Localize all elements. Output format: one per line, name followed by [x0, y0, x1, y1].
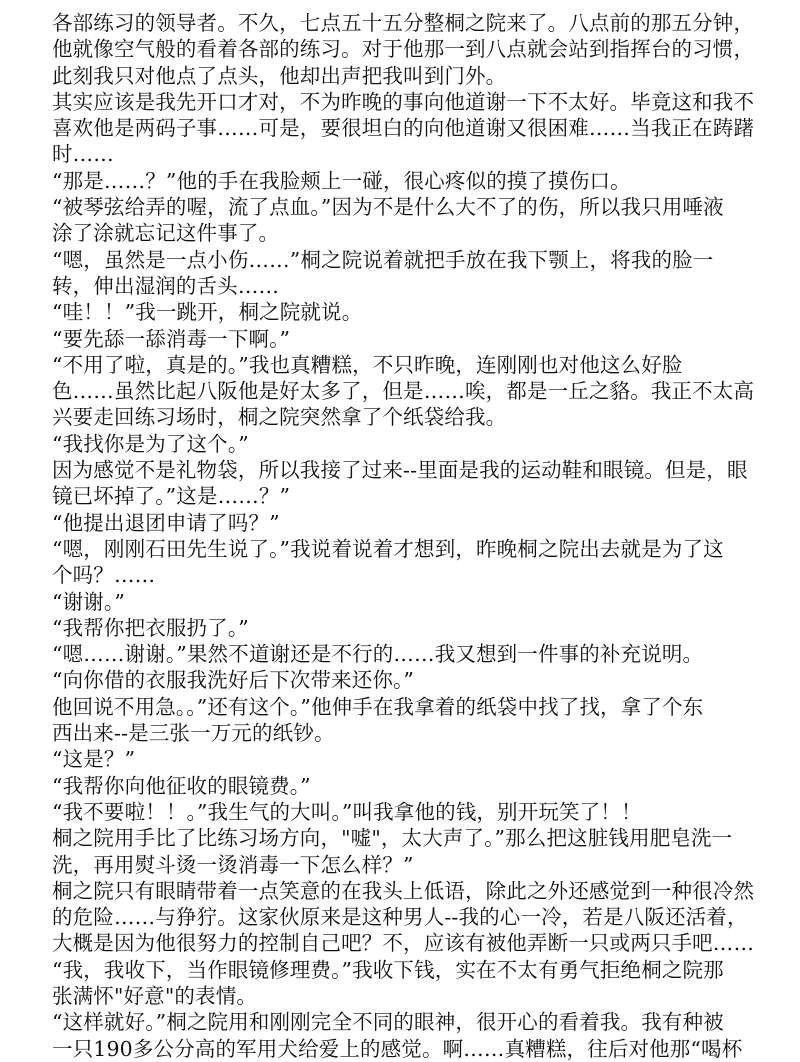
text-line: 洗，再用熨斗烫一烫消毒一下怎么样？” [52, 852, 414, 877]
text-line: “我，我收下，当作眼镜修理费。”我收下钱，实在不太有勇气拒绝桐之院那 [52, 957, 724, 982]
text-line: “这样就好。”桐之院用和刚刚完全不同的眼神，很开心的看着我。我有种被 [52, 1010, 724, 1035]
text-line: “他提出退团申请了吗？” [52, 510, 280, 535]
text-line: “那是……？”他的手在我脸颊上一碰，很心疼似的摸了摸伤口。 [52, 168, 631, 193]
text-line: 兴要走回练习场时，桐之院突然拿了个纸袋给我。 [52, 405, 507, 430]
text-line: 各部练习的领导者。不久，七点五十五分整桐之院来了。八点前的那五分钟， [52, 11, 755, 35]
text-line: “这是？” [52, 747, 136, 772]
text-line: 涂了涂就忘记这件事了。 [52, 221, 280, 246]
text-line: “我帮你向他征收的眼镜费。” [52, 773, 311, 798]
text-line: 桐之院只有眼睛带着一点笑意的在我头上低语，除此之外还感觉到一种很冷然 [52, 878, 755, 903]
text-line: 喜欢他是两码子事……可是，要很坦白的向他道谢又很困难……当我正在踌躇 [52, 116, 755, 141]
text-line: “哇！！”我一跳开，桐之院就说。 [52, 300, 363, 325]
text-line: “嗯，刚刚石田先生说了。”我说着说着才想到，昨晚桐之院出去就是为了这 [52, 536, 724, 561]
text-line: 一只190多公分高的军用犬给爱上的感觉。啊……真糟糕，往后对他那“喝杯 [52, 1036, 743, 1061]
text-line: 的危险……与狰狞。这家伙原来是这种男人--我的心一冷，若是八阪还活着， [52, 905, 748, 930]
text-line: 色……虽然比起八阪他是好太多了，但是……唉，都是一丘之貉。我正不太高 [52, 379, 755, 404]
text-line: “要先舔一舔消毒一下啊。” [52, 326, 291, 351]
text-line: 大概是因为他很努力的控制自己吧？不，应该有被他弄断一只或两只手吧…… [52, 931, 755, 956]
text-line: 他回说不用急。。”还有这个。”他伸手在我拿着的纸袋中找了找，拿了个东 [52, 694, 704, 719]
text-line: 张满怀"好意"的表情。 [52, 983, 258, 1008]
text-line: “嗯，虽然是一点小伤……”桐之院说着就把手放在我下颚上，将我的脸一 [52, 247, 714, 272]
text-line: “向你借的衣服我洗好后下次带来还你。” [52, 668, 415, 693]
text-line: 个吗？…… [52, 563, 156, 588]
text-line: 桐之院用手比了比练习场方向，"嘘"，太大声了。”那么把这脏钱用肥皂洗一 [52, 826, 733, 851]
text-line: 镜已坏掉了。”这是……？” [52, 484, 291, 509]
text-line: 因为感觉不是礼物袋，所以我接了过来--里面是我的运动鞋和眼镜。但是，眼 [52, 458, 748, 483]
text-line: 其实应该是我先开口才对，不为昨晚的事向他道谢一下不太好。毕竟这和我不 [52, 89, 755, 114]
text-line: “谢谢。” [52, 589, 125, 614]
text-line: “嗯……谢谢。”果然不道谢还是不行的……我又想到一件事的补充说明。 [52, 642, 704, 667]
text-line: 转，伸出湿润的舌头…… [52, 273, 280, 298]
text-line: “我不要啦！！。”我生气的大叫。”叫我拿他的钱，别开玩笑了！！ [52, 799, 642, 824]
text-line: 时…… [52, 142, 114, 167]
text-line: 他就像空气般的看着各部的练习。对于他那一到八点就会站到指挥台的习惯， [52, 37, 755, 62]
text-line: “我找你是为了这个。” [52, 431, 249, 456]
text-line: 此刻我只对他点了点头，他却出声把我叫到门外。 [52, 63, 507, 88]
text-line: “不用了啦，真是的。”我也真糟糕，不只昨晚，连刚刚也对他这么好脸 [52, 352, 683, 377]
text-line: “被琴弦给弄的喔，流了点血。”因为不是什么大不了的伤，所以我只用唾液 [52, 195, 724, 220]
text-line: “我帮你把衣服扔了。” [52, 615, 249, 640]
text-line: 西出来--是三张一万元的纸钞。 [52, 721, 335, 746]
